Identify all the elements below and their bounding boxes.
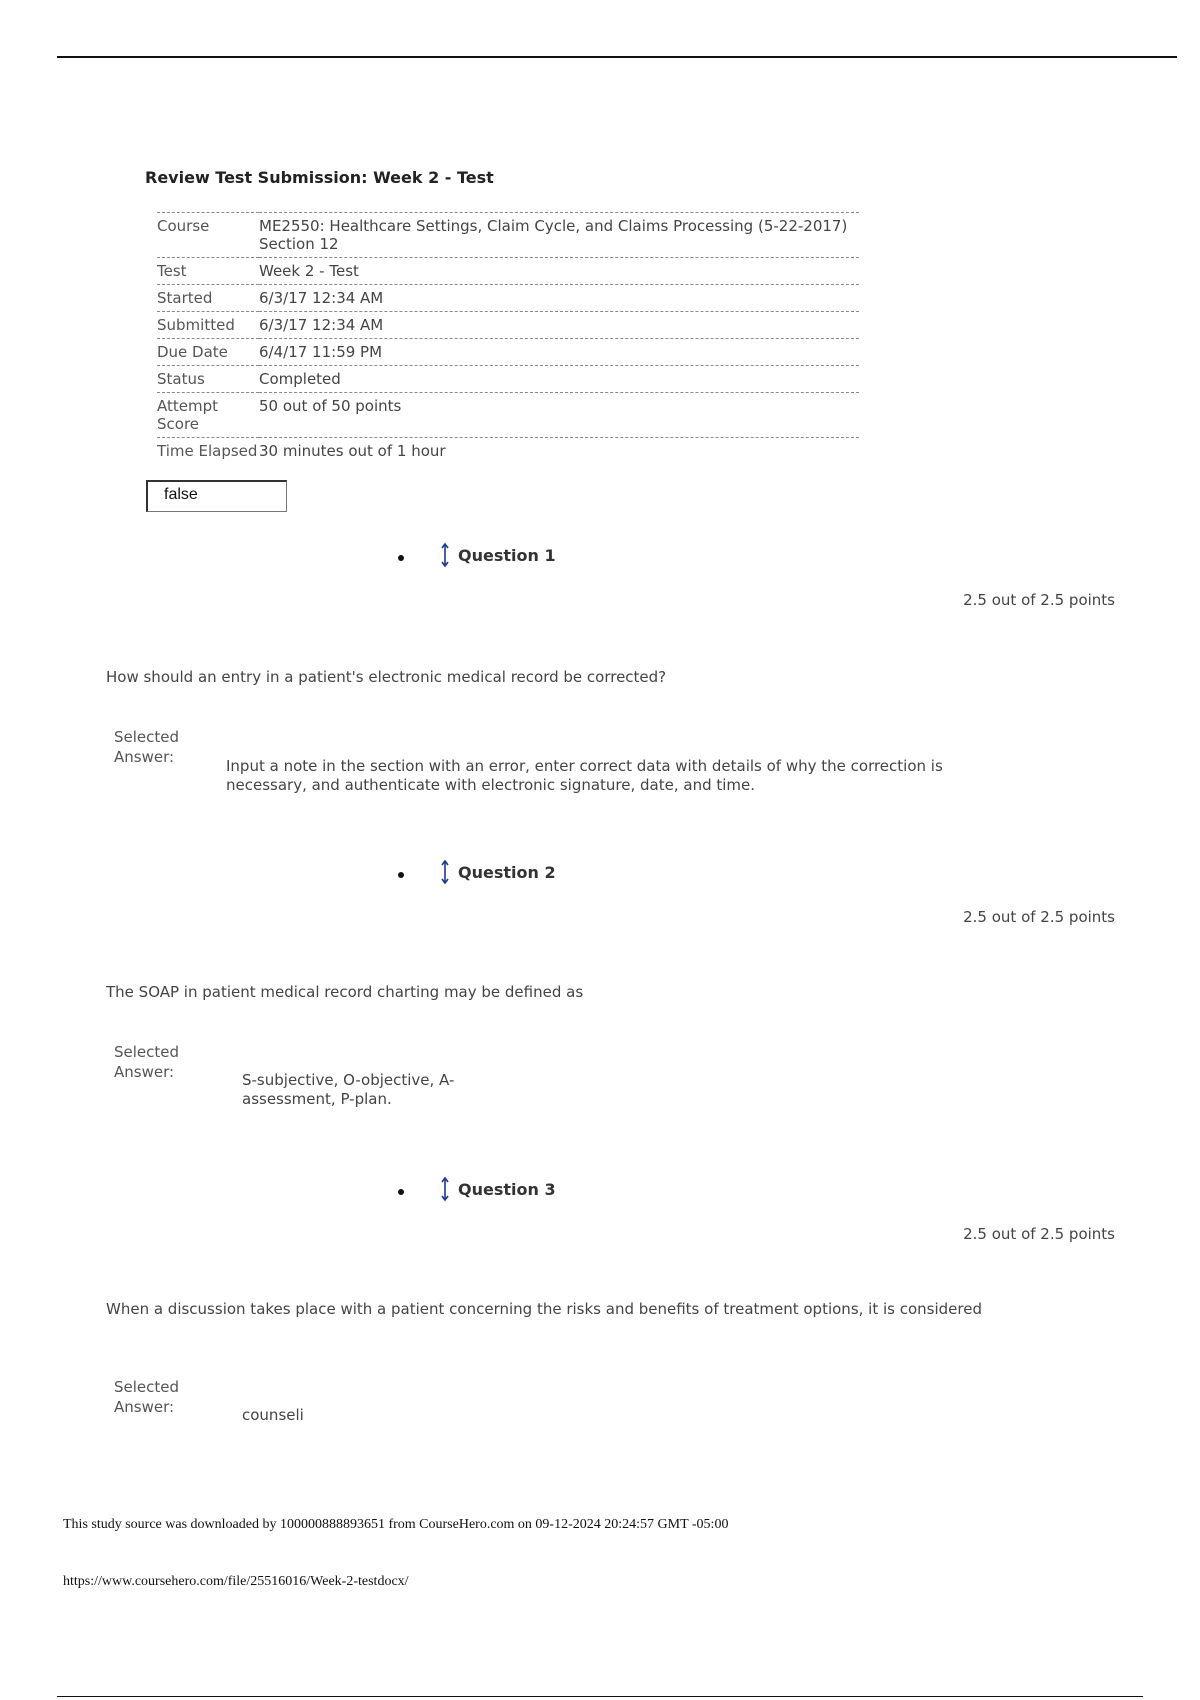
detail-value: 6/4/17 11:59 PM bbox=[259, 339, 859, 366]
detail-row-started bbox=[157, 285, 859, 312]
detail-label: Course bbox=[157, 213, 259, 258]
question-points: 2.5 out of 2.5 points bbox=[963, 591, 1115, 609]
detail-value: 6/3/17 12:34 AM bbox=[259, 285, 859, 312]
question-points: 2.5 out of 2.5 points bbox=[963, 1225, 1115, 1243]
detail-row-submitted bbox=[157, 312, 859, 339]
detail-row-status bbox=[157, 366, 859, 393]
selected-answer: S-subjective, O-objective, A-assessment, P-plan. bbox=[242, 1071, 455, 1108]
question-text: The SOAP in patient medical record charting may be defined as bbox=[106, 983, 584, 1001]
question-title: Question 1 bbox=[458, 546, 556, 565]
question-text: When a discussion takes place with a patient concerning the risks and benefits of treatment options, it is considered bbox=[106, 1300, 982, 1318]
results-value-field[interactable]: false bbox=[146, 480, 287, 512]
detail-row-course bbox=[157, 213, 859, 258]
detail-label: Time Elapsed bbox=[157, 442, 258, 460]
detail-row-test bbox=[157, 258, 859, 285]
detail-label: Due Date bbox=[157, 339, 259, 366]
question-text: How should an entry in a patient's electronic medical record be corrected? bbox=[106, 668, 667, 686]
bottom-rule bbox=[57, 1696, 1143, 1697]
sort-arrows-icon[interactable] bbox=[440, 859, 450, 885]
detail-label: Test bbox=[157, 258, 259, 285]
top-rule bbox=[57, 56, 1177, 58]
question-title: Question 3 bbox=[458, 1180, 556, 1199]
page-title: Review Test Submission: Week 2 - Test bbox=[145, 168, 494, 187]
detail-label: Started bbox=[157, 285, 259, 312]
download-note: This study source was downloaded by 100000888893651 from CourseHero.com on 09-12-2024 20:24:57 GMT -05:00 bbox=[63, 1517, 729, 1532]
detail-label: Submitted bbox=[157, 312, 259, 339]
selected-answer-label: Selected Answer: bbox=[114, 1043, 180, 1081]
submission-details-table bbox=[157, 212, 859, 464]
selected-answer-label: Selected Answer: bbox=[114, 728, 180, 766]
detail-row-due-date bbox=[157, 339, 859, 366]
source-url-link[interactable]: https://www.coursehero.com/file/25516016/Week-2-testdocx/ bbox=[63, 1574, 409, 1589]
selected-answer-label: Selected Answer: bbox=[114, 1378, 180, 1416]
selected-answer: counseli bbox=[242, 1406, 304, 1424]
sort-arrows-icon[interactable] bbox=[440, 1176, 450, 1202]
sort-arrows-icon[interactable] bbox=[440, 542, 450, 568]
detail-value: ME2550: Healthcare Settings, Claim Cycle, and Claims Processing (5-22-2017) Section 12 bbox=[259, 213, 859, 258]
detail-value: Completed bbox=[259, 366, 859, 393]
detail-value: 50 out of 50 points bbox=[259, 393, 859, 438]
question-points: 2.5 out of 2.5 points bbox=[963, 908, 1115, 926]
question-title: Question 2 bbox=[458, 863, 556, 882]
bullet-icon bbox=[398, 872, 404, 878]
bullet-icon bbox=[398, 1189, 404, 1195]
detail-row-time-elapsed bbox=[157, 438, 859, 465]
detail-value: 6/3/17 12:34 AM bbox=[259, 312, 859, 339]
bullet-icon bbox=[398, 555, 404, 561]
detail-row-attempt-score bbox=[157, 393, 859, 438]
detail-value: 30 minutes out of 1 hour bbox=[259, 442, 446, 460]
detail-label: Status bbox=[157, 366, 259, 393]
selected-answer: Input a note in the section with an error, enter correct data with details of why the correction is necessary, and authenticate with electronic signature, date, and time. bbox=[226, 757, 943, 794]
detail-value: Week 2 - Test bbox=[259, 258, 859, 285]
detail-label: Attempt Score bbox=[157, 393, 259, 438]
